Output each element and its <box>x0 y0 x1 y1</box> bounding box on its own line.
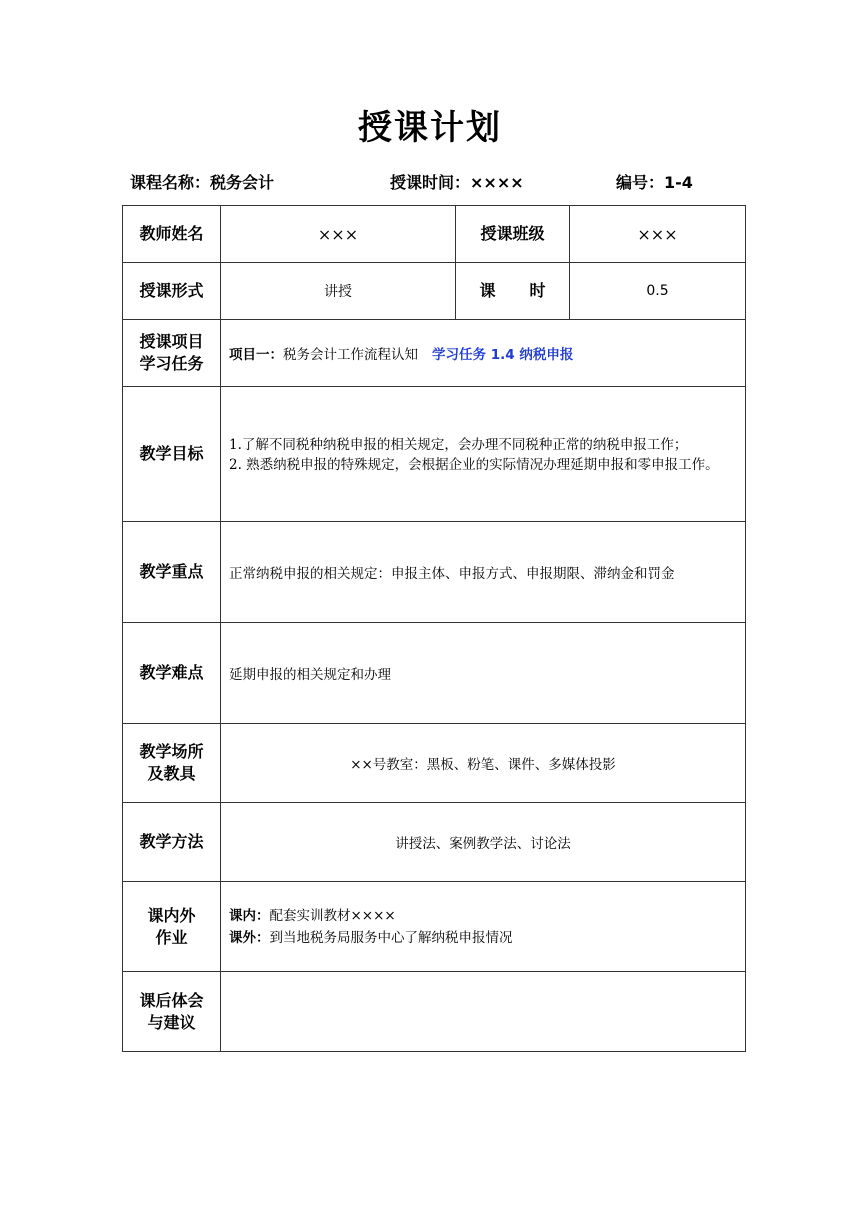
doc-code <box>616 170 693 196</box>
code-value: 1-4 <box>664 173 693 192</box>
homework-in: 课内：配套实训教材×××× <box>229 907 396 924</box>
venue-label: 教学场所 及教具 <box>123 724 221 803</box>
homework-value <box>221 882 746 972</box>
hours-label: 课 时 <box>456 263 570 320</box>
goal-2: 2. 熟悉纳税申报的特殊规定，会根据企业的实际情况办理延期申报和零申报工作。 <box>229 457 719 473</box>
difficulty-value: 延期申报的相关规定和办理 <box>221 623 746 724</box>
focus-value: 正常纳税申报的相关规定：申报主体、申报方式、申报期限、滞纳金和罚金 <box>221 522 746 623</box>
goals-value <box>221 387 746 522</box>
course-value: 税务会计 <box>210 173 275 192</box>
table-row <box>123 263 746 320</box>
goals-label: 教学目标 <box>123 387 221 522</box>
class-value: ××× <box>570 206 746 263</box>
table-row <box>123 623 746 724</box>
page-title: 授课计划 <box>358 108 502 148</box>
project-value: 项目一：税务会计工作流程认知 学习任务 1.4 纳税申报 <box>221 320 746 387</box>
reflection-value[interactable] <box>221 972 746 1052</box>
task-name: 学习任务 1.4 纳税申报 <box>432 347 574 363</box>
homework-label: 课内外 作业 <box>123 882 221 972</box>
project-name: 税务会计工作流程认知 <box>283 347 418 363</box>
table-row <box>123 724 746 803</box>
table-row <box>123 803 746 882</box>
time-label: 授课时间： <box>390 173 471 192</box>
course-label: 课程名称： <box>130 173 211 192</box>
lesson-plan-table <box>122 205 746 1052</box>
table-row <box>123 387 746 522</box>
teacher-value: ××× <box>221 206 456 263</box>
difficulty-label: 教学难点 <box>123 623 221 724</box>
homework-out: 课外：到当地税务局服务中心了解纳税申报情况 <box>229 929 513 946</box>
table-row <box>123 522 746 623</box>
time-value: ×××× <box>470 173 524 192</box>
project-label: 授课项目 学习任务 <box>123 320 221 387</box>
reflection-label: 课后体会 与建议 <box>123 972 221 1052</box>
venue-value: ××号教室：黑板、粉笔、课件、多媒体投影 <box>221 724 746 803</box>
teacher-label: 教师姓名 <box>123 206 221 263</box>
code-label: 编号： <box>616 173 665 192</box>
form-value: 讲授 <box>221 263 456 320</box>
table-row <box>123 972 746 1052</box>
goal-1: 1.了解不同税种纳税申报的相关规定，会办理不同税种正常的纳税申报工作； <box>229 437 688 453</box>
table-row <box>123 882 746 972</box>
course-meta <box>130 170 750 196</box>
hours-value: 0.5 <box>570 263 746 320</box>
methods-label: 教学方法 <box>123 803 221 882</box>
course-name <box>130 170 274 196</box>
table-row <box>123 320 746 387</box>
class-time <box>390 170 524 196</box>
form-label: 授课形式 <box>123 263 221 320</box>
class-label: 授课班级 <box>456 206 570 263</box>
focus-label: 教学重点 <box>123 522 221 623</box>
table-row <box>123 206 746 263</box>
methods-value: 讲授法、案例教学法、讨论法 <box>221 803 746 882</box>
